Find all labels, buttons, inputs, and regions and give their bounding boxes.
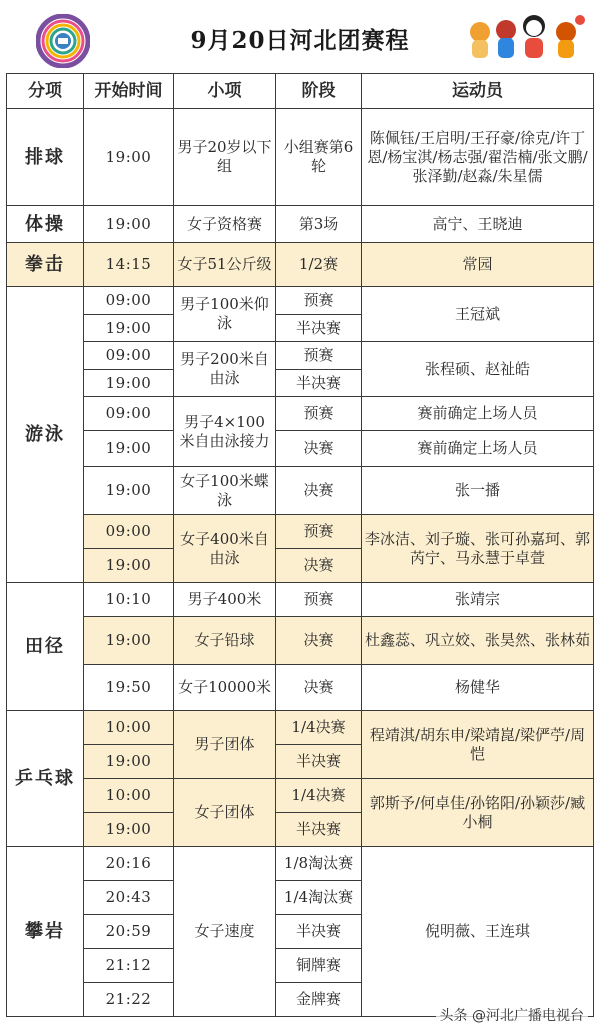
watermark: 头条 @河北广播电视台 [436, 1004, 588, 1026]
page-header [0, 0, 600, 74]
stage-cell: 预赛 [276, 342, 362, 370]
time-cell: 19:00 [84, 549, 174, 583]
time-cell: 14:15 [84, 243, 174, 287]
header-event: 小项 [174, 74, 276, 109]
table-row [7, 243, 594, 287]
time-cell: 09:00 [84, 397, 174, 431]
stage-cell: 半决赛 [276, 813, 362, 847]
time-cell: 19:00 [84, 467, 174, 515]
athletes-cell: 赛前确定上场人员 [362, 397, 594, 431]
time-cell: 19:00 [84, 617, 174, 665]
stage-cell: 决赛 [276, 665, 362, 711]
athletes-cell: 郭斯予/何卓佳/孙铭阳/孙颖莎/臧小桐 [362, 779, 594, 847]
athletes-cell: 程靖淇/胡东申/梁靖崑/梁俨苧/周恺 [362, 711, 594, 779]
time-cell: 19:00 [84, 370, 174, 397]
time-cell: 19:00 [84, 745, 174, 779]
athletes-cell: 张程硕、赵祉皓 [362, 342, 594, 397]
athletes-cell: 王冠斌 [362, 287, 594, 342]
header-start-time: 开始时间 [84, 74, 174, 109]
stage-cell: 小组赛第6轮 [276, 109, 362, 206]
sport-cell: 攀岩 [7, 847, 84, 1017]
event-cell: 男子团体 [174, 711, 276, 779]
athletes-cell: 杜鑫蕊、巩立姣、张昊然、张林茹 [362, 617, 594, 665]
stage-cell: 决赛 [276, 549, 362, 583]
sport-cell: 体操 [7, 206, 84, 243]
athletes-cell: 高宁、王晓迪 [362, 206, 594, 243]
time-cell: 10:00 [84, 711, 174, 745]
time-cell: 21:12 [84, 949, 174, 983]
time-cell: 21:22 [84, 983, 174, 1017]
table-row [7, 342, 594, 370]
time-cell: 19:00 [84, 206, 174, 243]
table-row [7, 397, 594, 431]
event-cell: 男子400米 [174, 583, 276, 617]
athletes-cell: 倪明薇、王连琪 [362, 847, 594, 1017]
time-cell: 19:00 [84, 431, 174, 467]
event-cell: 女子铅球 [174, 617, 276, 665]
header-stage: 阶段 [276, 74, 362, 109]
table-row [7, 467, 594, 515]
table-row [7, 431, 594, 467]
stage-cell: 决赛 [276, 617, 362, 665]
time-cell: 19:00 [84, 109, 174, 206]
sport-cell: 拳击 [7, 243, 84, 287]
athletes-cell: 陈佩钰/王启明/王孖豪/徐克/许丁恩/杨宝淇/杨志强/翟浩楠/张文鹏/张泽勤/赵淼/朱星儒 [362, 109, 594, 206]
stage-cell: 1/4决赛 [276, 711, 362, 745]
stage-cell: 半决赛 [276, 745, 362, 779]
time-cell: 10:10 [84, 583, 174, 617]
athletes-cell: 赛前确定上场人员 [362, 431, 594, 467]
event-cell: 女子资格赛 [174, 206, 276, 243]
table-row [7, 515, 594, 549]
event-cell: 女子100米蝶泳 [174, 467, 276, 515]
table-row [7, 206, 594, 243]
time-cell: 09:00 [84, 287, 174, 315]
time-cell: 20:43 [84, 881, 174, 915]
sport-cell: 游泳 [7, 287, 84, 583]
time-cell: 10:00 [84, 779, 174, 813]
event-cell: 男子4×100米自由泳接力 [174, 397, 276, 467]
table-header-row [7, 74, 594, 109]
event-cell: 女子400米自由泳 [174, 515, 276, 583]
stage-cell: 预赛 [276, 515, 362, 549]
stage-cell: 铜牌赛 [276, 949, 362, 983]
time-cell: 09:00 [84, 342, 174, 370]
schedule-table [6, 73, 594, 1017]
table-row [7, 665, 594, 711]
sport-cell: 乒乓球 [7, 711, 84, 847]
event-cell: 女子团体 [174, 779, 276, 847]
time-cell: 20:59 [84, 915, 174, 949]
stage-cell: 第3场 [276, 206, 362, 243]
table-row [7, 583, 594, 617]
stage-cell: 预赛 [276, 583, 362, 617]
stage-cell: 1/4决赛 [276, 779, 362, 813]
stage-cell: 半决赛 [276, 370, 362, 397]
stage-cell: 1/2赛 [276, 243, 362, 287]
athletes-cell: 李冰洁、刘子璇、张可孙嘉珂、郭芮宁、马永慧于卓萱 [362, 515, 594, 583]
athletes-cell: 张靖宗 [362, 583, 594, 617]
athletes-cell: 常园 [362, 243, 594, 287]
event-cell: 男子200米自由泳 [174, 342, 276, 397]
table-row [7, 847, 594, 881]
time-cell: 09:00 [84, 515, 174, 549]
event-cell: 女子速度 [174, 847, 276, 1017]
stage-cell: 预赛 [276, 287, 362, 315]
time-cell: 19:50 [84, 665, 174, 711]
table-row [7, 711, 594, 745]
athletes-cell: 杨健华 [362, 665, 594, 711]
stage-cell: 1/8淘汰赛 [276, 847, 362, 881]
stage-cell: 预赛 [276, 397, 362, 431]
mascots-icon [462, 10, 590, 70]
event-cell: 男子20岁以下组 [174, 109, 276, 206]
time-cell: 19:00 [84, 315, 174, 342]
header-athletes: 运动员 [362, 74, 594, 109]
time-cell: 20:16 [84, 847, 174, 881]
page-title: 9月20日河北团赛程 [190, 27, 410, 54]
athletes-cell: 张一播 [362, 467, 594, 515]
table-row [7, 617, 594, 665]
stage-cell: 半决赛 [276, 315, 362, 342]
table-row [7, 287, 594, 315]
stage-cell: 半决赛 [276, 915, 362, 949]
event-cell: 男子100米仰泳 [174, 287, 276, 342]
sport-cell: 排球 [7, 109, 84, 206]
time-cell: 19:00 [84, 813, 174, 847]
table-row [7, 109, 594, 206]
sport-cell: 田径 [7, 583, 84, 711]
stage-cell: 金牌赛 [276, 983, 362, 1017]
stage-cell: 决赛 [276, 467, 362, 515]
event-cell: 女子10000米 [174, 665, 276, 711]
event-cell: 女子51公斤级 [174, 243, 276, 287]
table-row [7, 779, 594, 813]
stage-cell: 决赛 [276, 431, 362, 467]
stage-cell: 1/4淘汰赛 [276, 881, 362, 915]
header-sport: 分项 [7, 74, 84, 109]
